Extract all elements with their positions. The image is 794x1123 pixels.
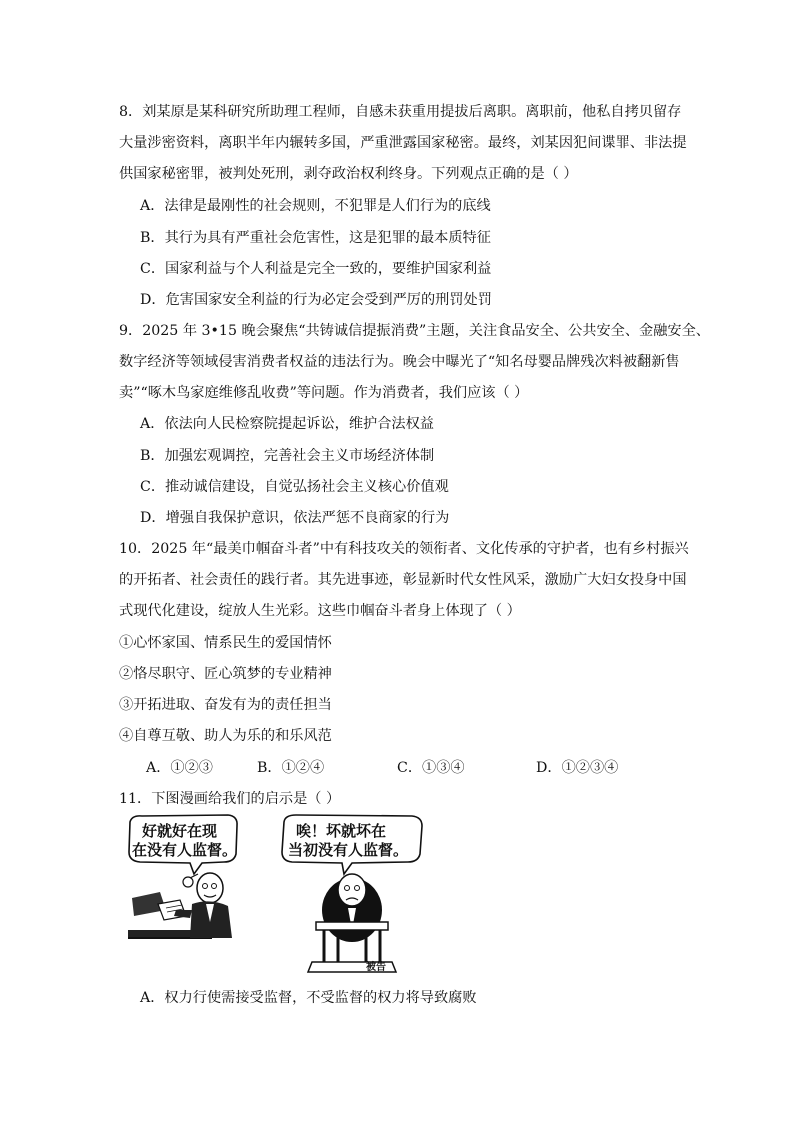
q9-stem-line-1: 9．2025 年 3•15 晚会聚焦“共铸诚信提振消费”主题，关注食品安全、公共安全、金融安全、: [119, 323, 710, 339]
dock-sign-label: 被告: [366, 962, 386, 973]
q9-option-b: B．加强宏观调控，完善社会主义市场经济体制: [140, 448, 435, 464]
q8-stem-line-1: 8．刘某原是某科研究所助理工程师，自感未获重用提拔后离职。离职前，他私自拷贝留存: [119, 104, 682, 120]
q9-option-c: C．推动诚信建设，自觉弘扬社会主义核心价值观: [140, 479, 449, 495]
right-speech-bubble: [282, 815, 422, 874]
official-at-desk-illustration: [128, 873, 232, 938]
supervision-cartoon: [120, 812, 440, 977]
q8-option-a: A．法律是最刚性的社会规则，不犯罪是人们行为的底线: [140, 198, 491, 214]
q8-option-d: D．危害国家安全利益的行为必定会受到严厉的刑罚处罚: [140, 292, 492, 308]
q11-option-a: A．权力行使需接受监督，不受监督的权力将导致腐败: [140, 990, 477, 1006]
left-bubble-line-2: 在没有人监督。: [132, 841, 238, 859]
q8-option-c: C．国家利益与个人利益是完全一致的，要维护国家利益: [140, 261, 492, 277]
q10-statement-1: ①心怀家国、情系民生的爱国情怀: [119, 635, 332, 651]
q8-option-b: B．其行为具有严重社会危害性，这是犯罪的最本质特征: [140, 230, 491, 246]
defendant-in-dock-illustration: [308, 874, 396, 973]
q10-statement-4: ④自尊互敬、助人为乐的和乐风范: [119, 728, 332, 744]
q9-option-d: D．增强自我保护意识，依法严惩不良商家的行为: [140, 510, 450, 526]
q10-statement-2: ②恪尽职守、匠心筑梦的专业精神: [119, 666, 332, 682]
q9-stem-line-2: 数字经济等领域侵害消费者权益的违法行为。晚会中曝光了“知名母婴品牌残次料被翻新售: [119, 354, 680, 370]
q9-option-a: A．依法向人民检察院提起诉讼，维护合法权益: [140, 416, 434, 432]
q11-stem: 11．下图漫画给我们的启示是（ ）: [119, 791, 341, 807]
right-bubble-line-1: 唉！坏就坏在: [296, 822, 387, 840]
q10-stem-line-2: 的开拓者、社会责任的践行者。其先进事迹，彰显新时代女性风采，激励广大妇女投身中国: [119, 572, 687, 588]
q10-stem-line-1: 10．2025 年“最美巾帼奋斗者”中有科技攻关的领衔者、文化传承的守护者，也有乡村振兴: [119, 541, 689, 557]
q8-stem-line-3: 供国家秘密罪，被判处死刑，剥夺政治权利终身。下列观点正确的是（ ）: [119, 166, 578, 182]
q10-stem-line-3: 式现代化建设，绽放人生光彩。这些巾帼奋斗者身上体现了（ ）: [119, 603, 521, 619]
q10-option-a: A．①②③: [146, 760, 213, 776]
left-bubble-line-1: 好就好在现: [142, 822, 218, 840]
q10-option-b: B．①②④: [257, 760, 325, 776]
q10-options-row: [146, 758, 666, 778]
left-speech-bubble: [129, 815, 237, 874]
right-bubble-line-2: 当初没有人监督。: [288, 841, 409, 859]
q9-stem-line-3: 卖”“啄木鸟家庭维修乱收费”等问题。作为消费者，我们应该（ ）: [119, 385, 529, 401]
q10-option-d: D．①②③④: [536, 760, 619, 776]
q10-option-c: C．①③④: [397, 760, 465, 776]
q10-statement-3: ③开拓进取、奋发有为的责任担当: [119, 697, 332, 713]
q8-stem-line-2: 大量涉密资料，离职半年内辗转多国，严重泄露国家秘密。最终，刘某因犯间谍罪、非法提: [119, 135, 687, 151]
